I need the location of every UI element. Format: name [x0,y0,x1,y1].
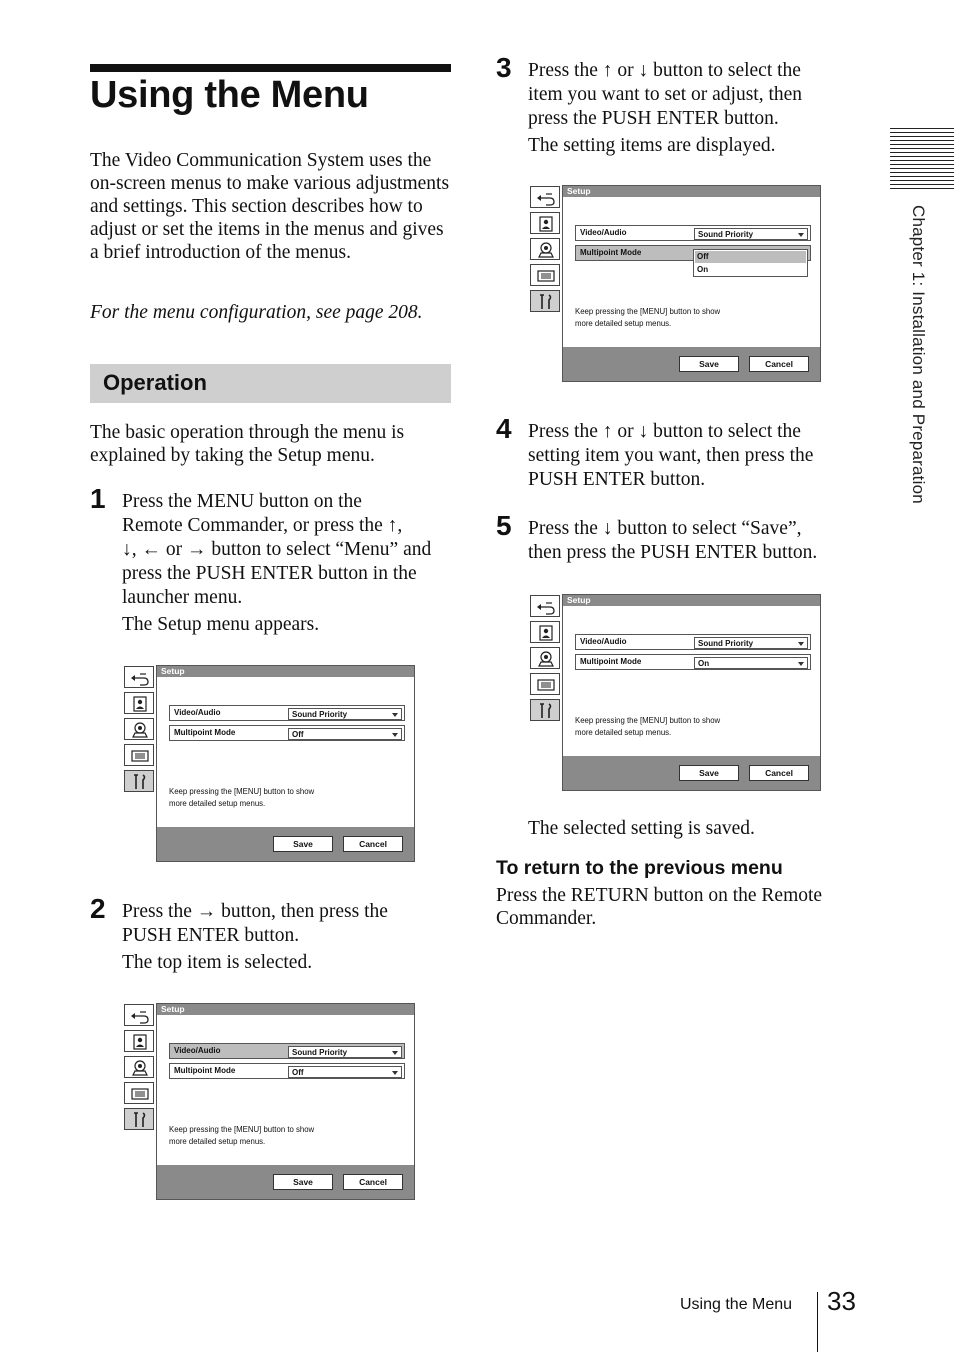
person-icon[interactable] [124,692,154,714]
multipoint-mode-row[interactable] [575,654,811,670]
option-off[interactable]: Off [695,251,806,263]
row-label: Multipoint Mode [580,248,642,257]
chevron-down-icon [392,1071,398,1075]
row-label: Video/Audio [580,637,627,646]
chevron-down-icon [798,642,804,646]
save-button[interactable]: Save [273,1174,333,1190]
setup-panel [562,594,821,791]
step-2-result: The top item is selected. [122,952,313,973]
page-title: Using the Menu [90,74,369,116]
video-audio-row[interactable] [169,1043,405,1059]
chevron-down-icon [392,1051,398,1055]
step-line: press the PUSH ENTER button in the [122,563,417,584]
step-number: 3 [496,52,512,83]
step-number: 5 [496,510,512,541]
hint-line: Keep pressing the [MENU] button to show [575,307,721,316]
step-5-result: The selected setting is saved. [528,818,755,839]
row-label: Video/Audio [580,228,627,237]
section-intro: The basic operation through the menu is explained by taking the Setup menu. [90,422,405,466]
step-line: press the PUSH ENTER button. [528,108,779,129]
step-5-text [528,517,868,565]
step-line: Press the ↑ or ↓ button to select the [528,421,801,442]
select-value: Sound Priority [292,1048,348,1057]
camera-icon[interactable] [124,718,154,740]
return-icon[interactable] [530,595,560,617]
footer-divider [817,1292,818,1352]
save-button[interactable]: Save [679,765,739,781]
return-text: Press the RETURN button on the Remote Commander. [496,885,823,929]
chevron-down-icon [798,233,804,237]
step-line: Press the ↑ or ↓ button to select the [528,60,801,81]
hint-line: Keep pressing the [MENU] button to show [575,716,721,725]
button-bar [563,756,820,790]
select-value: Sound Priority [292,710,348,719]
cancel-button[interactable]: Cancel [343,836,403,852]
row-label: Video/Audio [174,708,221,717]
multipoint-mode-row[interactable] [169,725,405,741]
save-button[interactable]: Save [273,836,333,852]
panel-title: Setup [563,186,820,197]
intro-paragraph: The Video Communication System uses the on-screen menus to make various adjustments and settings. This section describes how to adjust or set the items in the menus and gives a brief introduction of the menus. [90,150,450,263]
card-icon[interactable] [530,264,560,286]
step-line: PUSH ENTER button. [122,925,300,946]
chapter-tab-lines [890,128,954,192]
footer-title: Using the Menu [680,1296,793,1313]
multipoint-mode-select[interactable] [288,728,402,740]
return-heading: To return to the previous menu [496,857,783,879]
person-icon[interactable] [530,621,560,643]
tools-icon[interactable] [124,1108,154,1130]
step-number: 2 [90,893,106,924]
save-button[interactable]: Save [679,356,739,372]
hint-line: Keep pressing the [MENU] button to show [169,1125,315,1134]
step-line: then press the PUSH ENTER button. [528,542,818,563]
setup-panel [562,185,821,382]
hint-line: more detailed setup menus. [169,799,266,808]
sound-priority-select[interactable] [288,708,402,720]
button-bar [563,347,820,381]
step-line: Press the ↓ button to select “Save”, [528,518,802,539]
step-line: setting item you want, then press the [528,445,814,466]
multipoint-mode-row[interactable] [169,1063,405,1079]
panel-title: Setup [157,666,414,677]
cancel-button[interactable]: Cancel [749,356,809,372]
step-1-result: The Setup menu appears. [122,614,320,635]
title-rule [90,64,451,72]
return-icon[interactable] [530,186,560,208]
button-bar [157,1165,414,1199]
step-line: launcher menu. [122,587,243,608]
row-label: Video/Audio [174,1046,221,1055]
step-line: Remote Commander, or press the ↑, [122,515,403,536]
cancel-button[interactable]: Cancel [343,1174,403,1190]
video-audio-row[interactable] [575,634,811,650]
cancel-button[interactable]: Cancel [749,765,809,781]
select-value: Off [292,1068,304,1077]
step-line: PUSH ENTER button. [528,469,706,490]
tools-icon[interactable] [124,770,154,792]
chevron-down-icon [392,733,398,737]
step-3-result: The setting items are displayed. [528,135,776,156]
hint-line: more detailed setup menus. [169,1137,266,1146]
return-icon[interactable] [124,666,154,688]
setup-screen [124,1003,416,1201]
sound-priority-select[interactable] [694,637,808,649]
setup-screen [124,665,416,863]
card-icon[interactable] [530,673,560,695]
tools-icon[interactable] [530,290,560,312]
section-heading: Operation [103,370,207,395]
setup-panel [156,1003,415,1200]
row-label: Multipoint Mode [580,657,642,666]
panel-title: Setup [563,595,820,606]
page-number: 33 [827,1286,856,1316]
select-value: Sound Priority [698,230,754,239]
tools-icon[interactable] [530,699,560,721]
setup-screen [530,594,822,792]
step-line: Press the → button, then press the [122,901,388,922]
camera-icon[interactable] [530,238,560,260]
step-1-text [122,490,462,610]
card-icon[interactable] [124,744,154,766]
row-label: Multipoint Mode [174,728,236,737]
setup-panel [156,665,415,862]
person-icon[interactable] [530,212,560,234]
step-number: 1 [90,483,106,514]
chapter-tab-label: Chapter 1: Installation and Preparation [909,205,928,504]
select-value: Sound Priority [698,639,754,648]
hint-line: more detailed setup menus. [575,319,672,328]
sound-priority-select[interactable] [694,228,808,240]
row-label: Multipoint Mode [174,1066,236,1075]
hint-line: Keep pressing the [MENU] button to show [169,787,315,796]
return-icon[interactable] [124,1004,154,1026]
step-number: 4 [496,413,512,444]
camera-icon[interactable] [124,1056,154,1078]
video-audio-row[interactable] [169,705,405,721]
button-bar [157,827,414,861]
video-audio-row[interactable] [575,225,811,241]
step-3-text [528,59,868,131]
step-4-text [528,420,868,492]
multipoint-mode-options[interactable] [693,249,808,277]
option-on[interactable]: On [697,265,709,274]
step-line: Press the MENU button on the [122,491,362,512]
step-line: item you want to set or adjust, then [528,84,803,105]
step-2-text [122,900,462,948]
section-heading-bar [90,364,451,403]
camera-icon[interactable] [530,647,560,669]
panel-title: Setup [157,1004,414,1015]
select-value: Off [292,730,304,739]
chevron-down-icon [798,662,804,666]
select-value: On [698,659,710,668]
multipoint-mode-select[interactable] [694,657,808,669]
card-icon[interactable] [124,1082,154,1104]
sound-priority-select[interactable] [288,1046,402,1058]
person-icon[interactable] [124,1030,154,1052]
step-line: ↓, ← or → button to select “Menu” and [122,539,432,560]
multipoint-mode-select[interactable] [288,1066,402,1078]
hint-line: more detailed setup menus. [575,728,672,737]
setup-screen [530,185,822,383]
chevron-down-icon [392,713,398,717]
config-reference: For the menu configuration, see page 208. [90,302,423,323]
